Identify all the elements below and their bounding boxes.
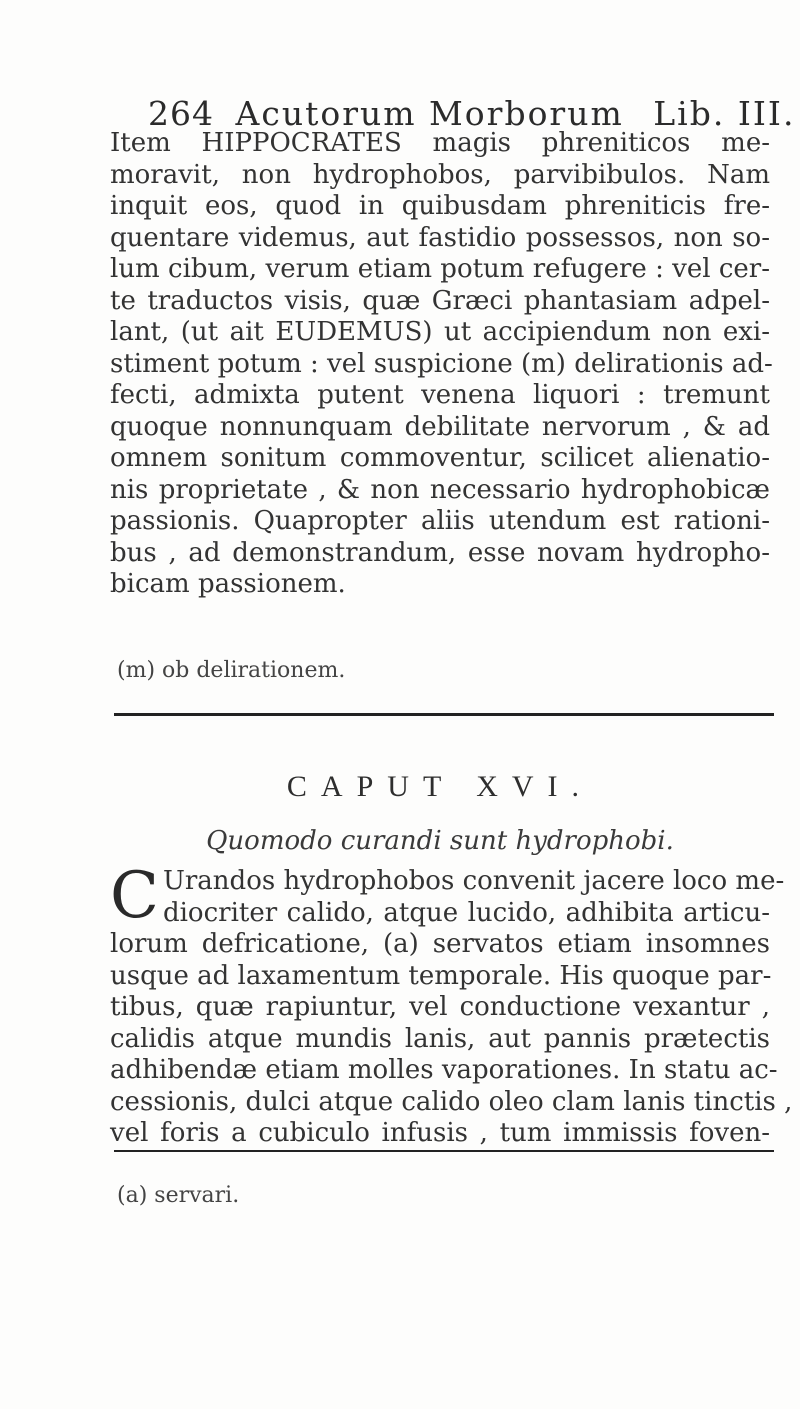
text-line: tibus, quæ rapiuntur, vel conductione vexantur , <box>110 992 770 1022</box>
text-line: moravit, non hydrophobos, parvibibulos. Nam <box>110 159 770 190</box>
text-line: calidis atque mundis lanis, aut pannis prætectis <box>110 1023 770 1054</box>
chapter-text <box>110 859 793 1150</box>
text-line: diocriter calido, atque lucido, adhibita articu- <box>162 897 770 928</box>
text-line: vel foris a cubiculo infusis , tum immissis foven- <box>110 1118 770 1148</box>
running-title: Acutorum Morborum <box>235 94 624 133</box>
section-divider <box>114 713 774 716</box>
text-line: Item HIPPOCRATES magis phreniticos me- <box>110 128 770 158</box>
text-line: omnem sonitum commoventur, scilicet alienatio- <box>110 443 770 473</box>
chapter-heading: CAPUT XVI. <box>286 770 594 803</box>
text-line: quoque nonnunquam debilitate nervorum , & ad <box>110 411 770 442</box>
text-line: quentare videmus, aut fastidio possessos, non so- <box>110 222 770 253</box>
text-line: te traductos visis, quæ Græci phantasiam adpel- <box>110 285 770 316</box>
book-label: Lib. III. <box>653 94 796 133</box>
text-line: nis proprietate , & non necessario hydrophobicæ <box>110 474 770 505</box>
footnote-a: (a) servari. <box>117 1183 240 1208</box>
page-number: 264 <box>148 94 214 133</box>
footnote-m: (m) ob delirationem. <box>117 658 346 683</box>
footnote-divider <box>114 1150 774 1152</box>
text-line: fecti, admixta putent venena liquori : tremunt <box>110 380 770 410</box>
text-line: bicam passionem. <box>110 569 346 599</box>
text-line: cessionis, dulci atque calido oleo clam lanis tinctis , <box>110 1086 793 1117</box>
chapter-subtitle: Quomodo curandi sunt hydrophobi. <box>206 826 674 856</box>
text-line: lorum defricatione, (a) servatos etiam insomnes <box>110 929 770 959</box>
text-line: Urandos hydrophobos convenit jacere loco me- <box>162 866 785 896</box>
text-line: inquit eos, quod in quibusdam phreniticis fre- <box>110 191 770 221</box>
text-line: lum cibum, verum etiam potum refugere : vel cer- <box>110 254 770 284</box>
text-line: lant, (ut ait EUDEMUS) ut accipiendum non exi- <box>110 317 770 347</box>
drop-capital: C <box>110 859 159 933</box>
text-line: passionis. Quapropter aliis utendum est rationi- <box>110 506 770 536</box>
text-line: stiment potum : vel suspicione (m) delirationis ad- <box>110 348 773 379</box>
paragraph-hippocrates <box>110 128 773 601</box>
text-line: bus , ad demonstrandum, esse novam hydropho- <box>110 537 770 568</box>
text-line: usque ad laxamentum temporale. His quoque par- <box>110 960 772 991</box>
text-line: adhibendæ etiam molles vaporationes. In statu ac- <box>110 1055 778 1085</box>
